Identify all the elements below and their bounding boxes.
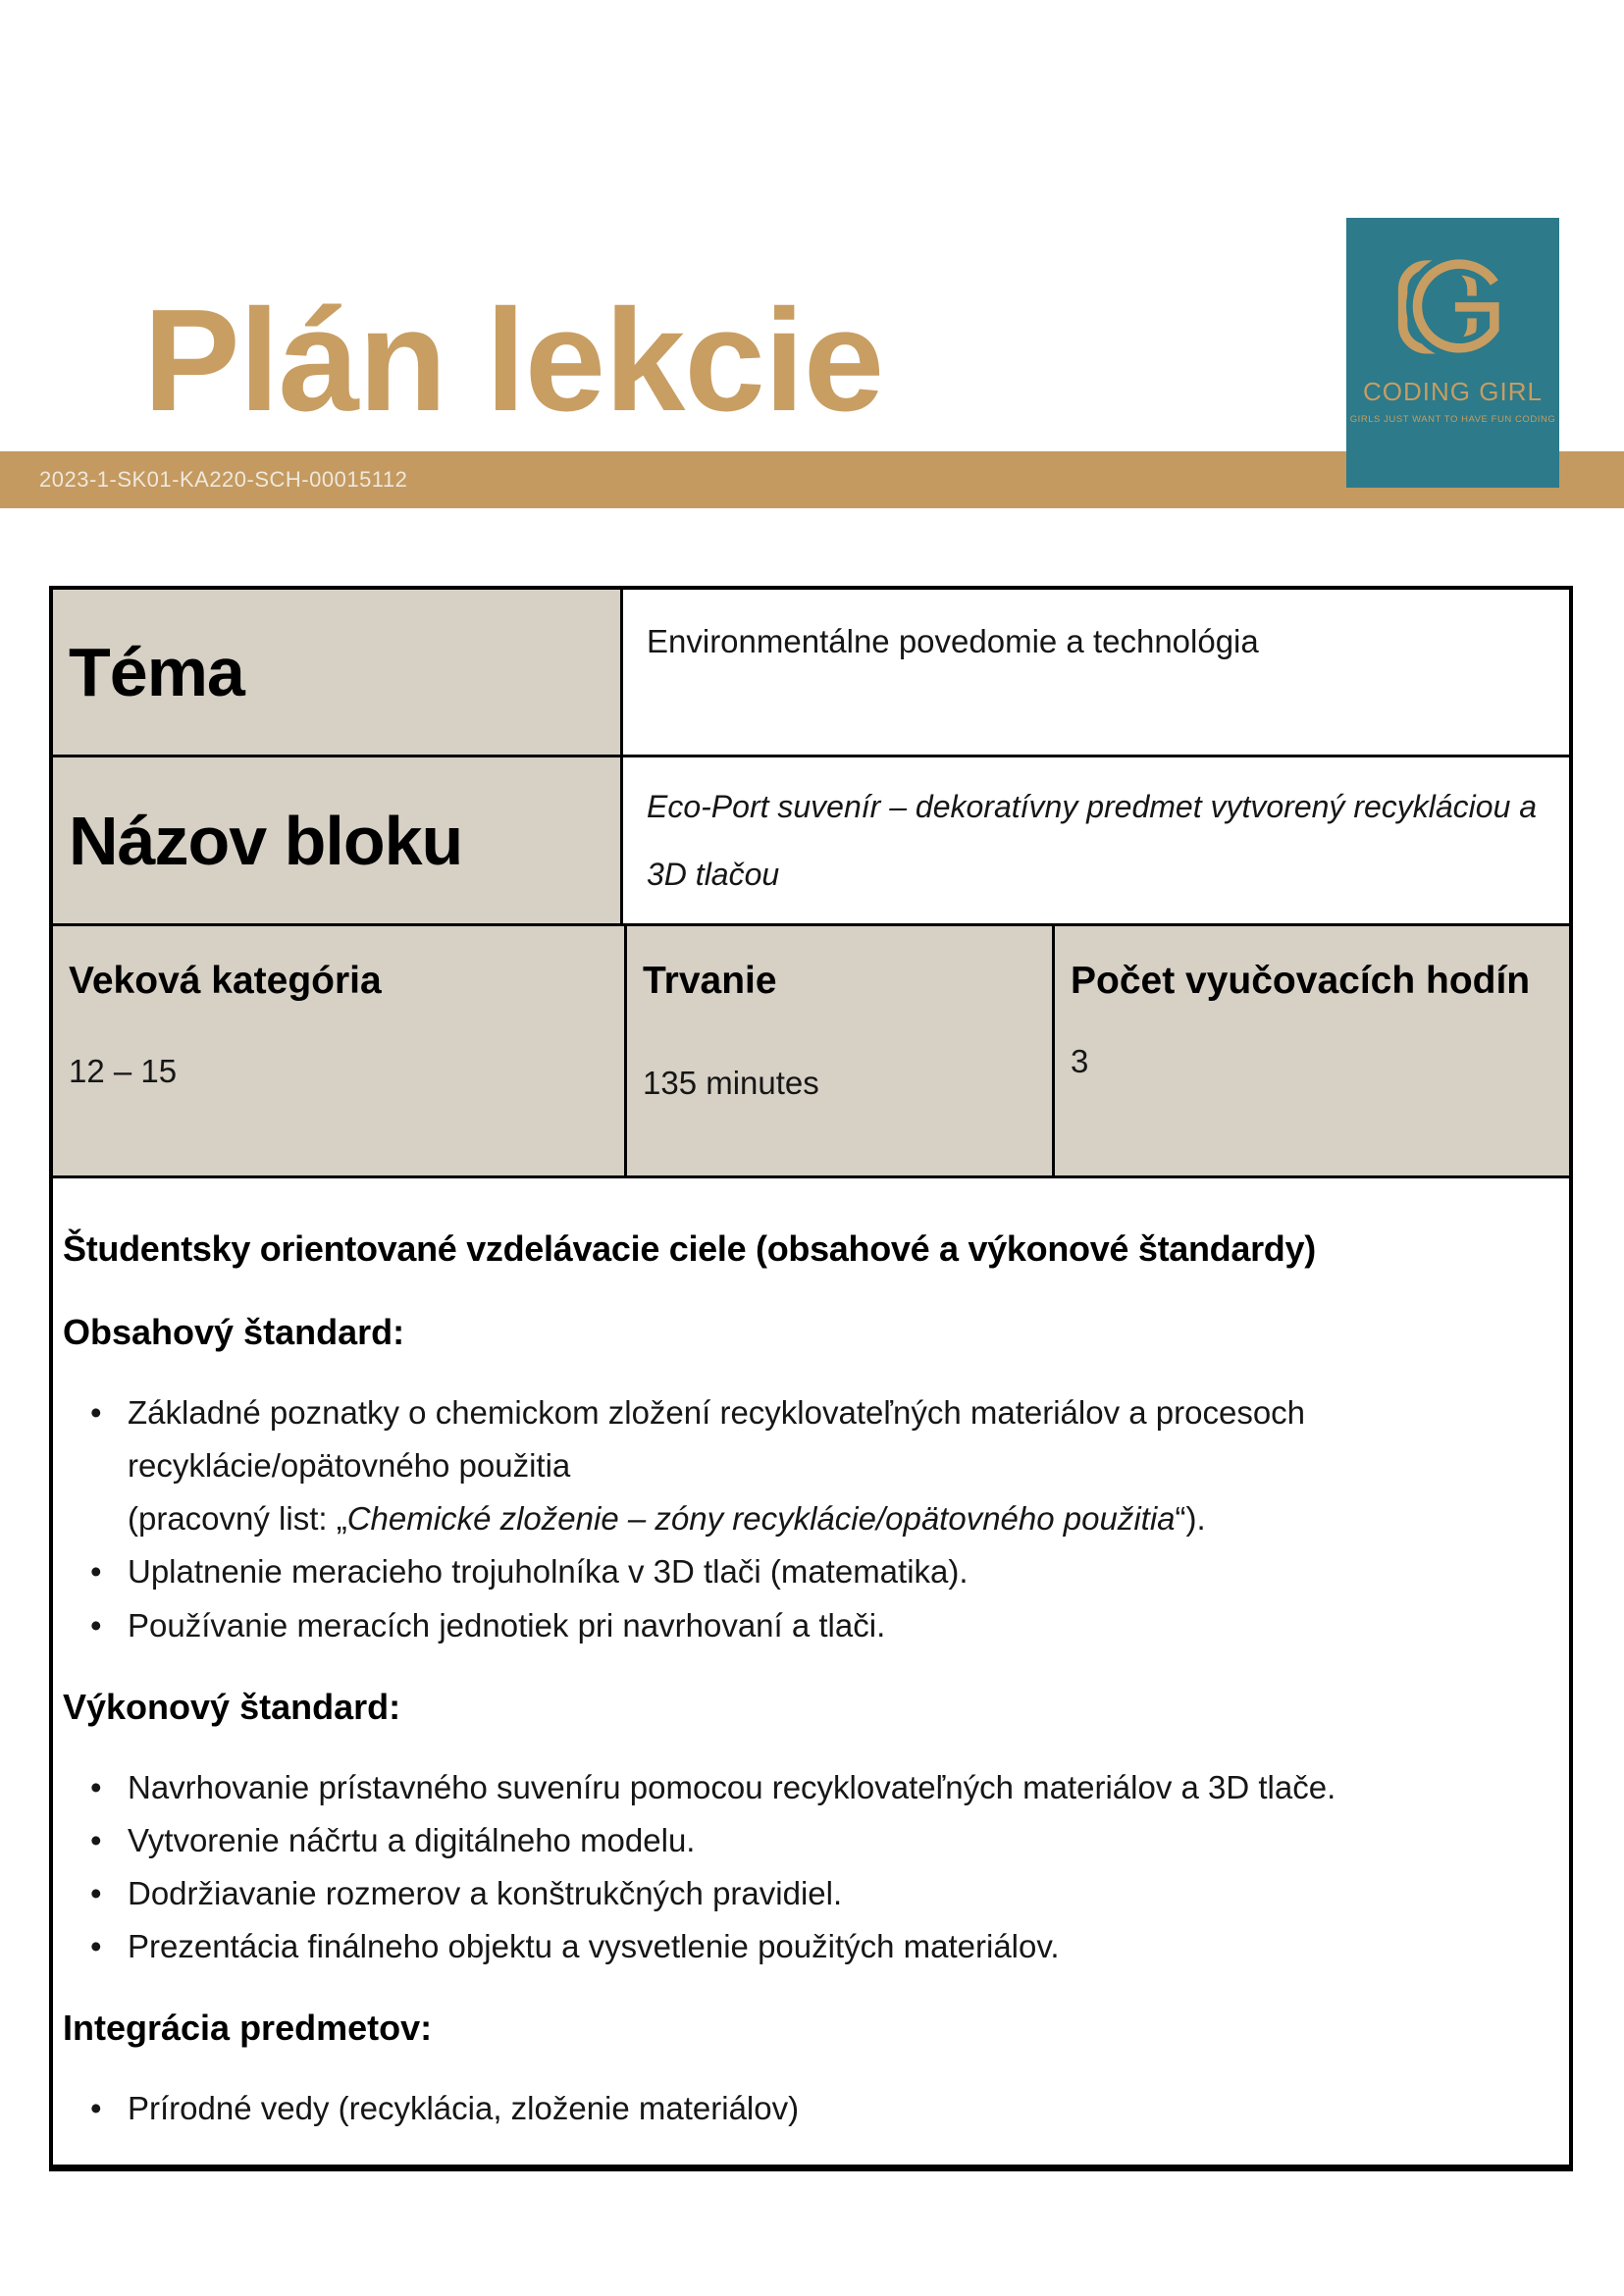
integration-heading: Integrácia predmetov: (63, 2008, 433, 2049)
list-item: • Vytvorenie náčrtu a digitálneho modelu. (88, 1814, 1514, 1867)
pocet-hodin-cell (1055, 926, 1569, 1175)
logo-brand: CODING GIRL (1363, 377, 1543, 406)
table-row-nazov-bloku (53, 757, 1569, 926)
performance-standard-heading: Výkonový štandard: (63, 1686, 401, 1727)
list-item: • Uplatnenie meracieho trojuholníka v 3D tlači (matematika). (88, 1545, 1514, 1598)
performance-standard-list (63, 1761, 1514, 1973)
objectives-heading: Študentsky orientované vzdelávacie ciele (obsahové a výkonové štandardy) (63, 1228, 1316, 1269)
integration-list (63, 2082, 1514, 2135)
logo-tagline: GIRLS JUST WANT TO HAVE FUN CODING (1349, 414, 1556, 425)
nazov-bloku-value-cell: Eco-Port suvenír – dekoratívny predmet vytvorený recykláciou a 3D tlačou (623, 757, 1569, 923)
lesson-plan-table (49, 586, 1573, 2171)
trvanie-value: 135 minutes (643, 1064, 819, 1101)
trvanie-label: Trvanie (643, 960, 777, 1002)
list-item: • Navrhovanie prístavného suveníru pomocou recyklovateľných materiálov a 3D tlače. (88, 1761, 1514, 1814)
list-item-text: Základné poznatky o chemickom zložení recyklovateľných materiálov a procesoch recyklácie/opätovného použitia (128, 1394, 1306, 1485)
worksheet-note-prefix: (pracovný list: „ (128, 1500, 347, 1538)
content-standard-heading: Obsahový štandard: (63, 1312, 405, 1353)
project-code: 2023-1-SK01-KA220-SCH-00015112 (39, 467, 408, 492)
nazov-bloku-label-cell: Názov bloku (53, 757, 623, 923)
list-item: • Používanie meracích jednotiek pri navrhovaní a tlači. (88, 1599, 1514, 1652)
tema-label-cell: Téma (53, 590, 623, 755)
page-title: Plán lekcie (143, 280, 884, 442)
vekova-kategoria-cell (53, 926, 627, 1175)
table-row-tema (53, 590, 1569, 757)
list-item: • Dodržiavanie rozmerov a konštrukčných pravidiel. (88, 1867, 1514, 1920)
vekova-kategoria-value: 12 – 15 (69, 1052, 178, 1089)
worksheet-note-suffix: “). (1175, 1500, 1206, 1538)
list-item (88, 1386, 1514, 1545)
table-row-objectives (53, 1178, 1569, 2165)
worksheet-note-quote: Chemické zloženie – zóny recyklácie/opätovného použitia (346, 1500, 1176, 1538)
pocet-hodin-value: 3 (1071, 1042, 1089, 1079)
trvanie-cell (627, 926, 1055, 1175)
tema-value-cell: Environmentálne povedomie a technológia (623, 590, 1569, 755)
content-standard-list (63, 1386, 1514, 1652)
vekova-kategoria-label: Veková kategória (69, 960, 382, 1002)
list-item: • Prezentácia finálneho objektu a vysvetlenie použitých materiálov. (88, 1920, 1514, 1973)
cg-monogram-icon (1395, 235, 1511, 375)
objectives-section (53, 1178, 1569, 2165)
list-item: • Prírodné vedy (recyklácia, zloženie materiálov) (88, 2082, 1514, 2135)
table-row-meta (53, 926, 1569, 1178)
coding-girl-logo (1346, 218, 1559, 488)
pocet-hodin-label: Počet vyučovacích hodín (1071, 960, 1531, 1002)
